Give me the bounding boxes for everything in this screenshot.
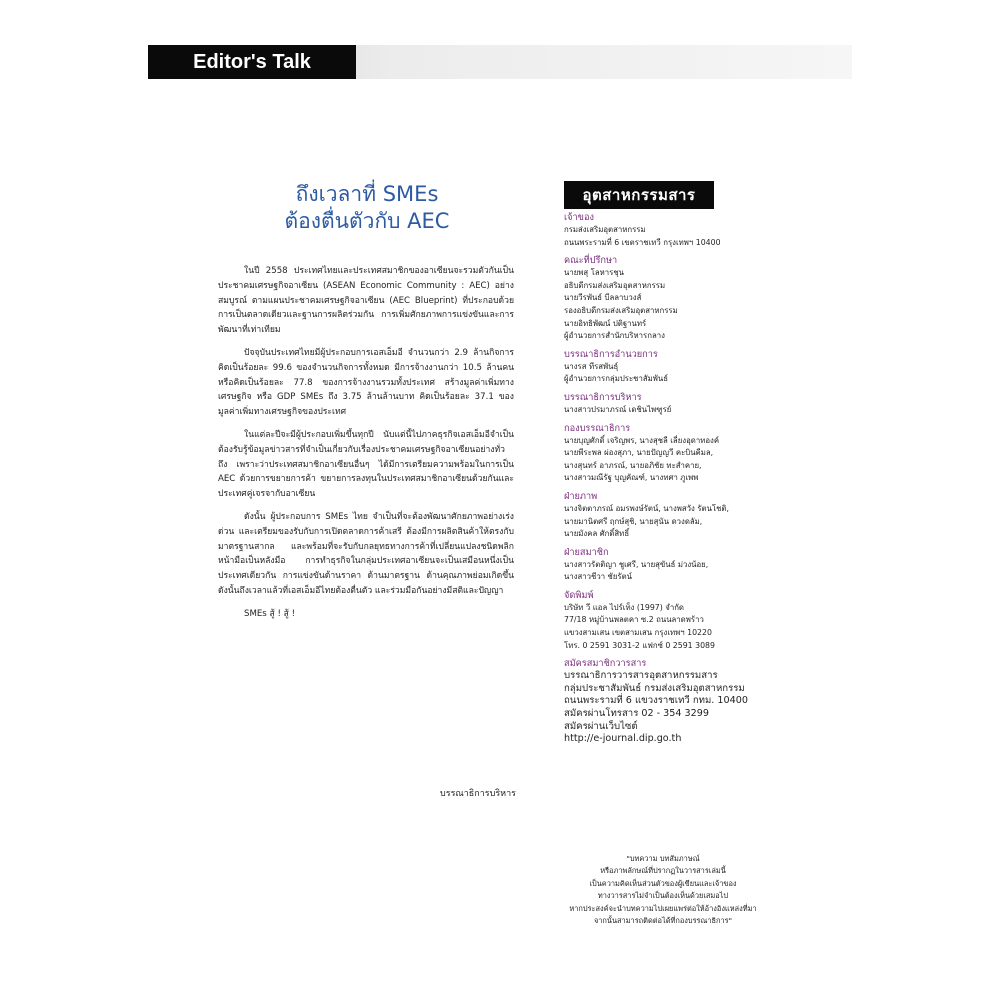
masthead-heading: ฝ่ายภาพ bbox=[564, 490, 598, 502]
masthead-line: http://e-journal.dip.go.th bbox=[564, 733, 682, 745]
article-paragraph: SMEs สู้ ! สู้ ! bbox=[244, 608, 296, 619]
masthead-line: โทร. 0 2591 3031-2 แฟกซ์ 0 2591 3089 bbox=[564, 640, 715, 650]
masthead-line: นางสุนทร์ อาภรณ์, นายอภิชัย ทะสำคาย, bbox=[564, 460, 702, 470]
masthead-line: บรรณาธิการวารสารอุตสาหกรรมสาร bbox=[564, 670, 718, 682]
masthead-line: นายบุญศักดิ์ เจริญพร, นางสุชลี เลี่ยงอุดาทองค์ bbox=[564, 435, 720, 445]
masthead-line: นางสาวปรมาภรณ์ เดชินไพฑูรย์ bbox=[564, 404, 672, 414]
masthead-line: ถนนพระรามที่ 6 แขวงราชเทวี กทม. 10400 bbox=[564, 695, 748, 707]
masthead bbox=[564, 212, 764, 746]
masthead-line: รองอธิบดีกรมส่งเสริมอุตสาหกรรม bbox=[564, 305, 678, 315]
masthead-line: บริษัท วี แอล ไปร์เท็ง (1997) จำกัด bbox=[564, 602, 684, 612]
article-signature: บรรณาธิการบริหาร bbox=[440, 789, 516, 799]
section-title: Editor's Talk bbox=[193, 51, 311, 73]
masthead-line: นายพสุ โลหารชุน bbox=[564, 268, 624, 278]
masthead-heading: บรรณาธิการบริหาร bbox=[564, 391, 642, 403]
masthead-line: นางสาวรัตติญา ชูเศรี, นายสุขันธ์ ม่วงน้อย, bbox=[564, 559, 709, 569]
headline-line-2: ต้องตื่นตัวกับ AEC bbox=[284, 209, 450, 233]
masthead-line: นางสาวมณีรัฐ บุญคัณฑ์, นางทศา ภูเพพ bbox=[564, 473, 699, 483]
masthead-line: นายวีรพันธ์ บีลลาบวงส์ bbox=[564, 293, 642, 303]
masthead-line: กลุ่มประชาสัมพันธ์ กรมส่งเสริมอุตสาหกรรม bbox=[564, 682, 745, 694]
masthead-heading: คณะที่ปรึกษา bbox=[564, 255, 618, 267]
disclaimer-note bbox=[548, 853, 778, 927]
masthead-heading: จัดพิมพ์ bbox=[564, 589, 594, 601]
masthead-line: แขวงสามเสน เขตสามเสน กรุงเทพฯ 10220 bbox=[564, 628, 712, 638]
article-body bbox=[218, 264, 514, 630]
disclaimer-line: "บทความ บทสัมภาษณ์ bbox=[626, 854, 700, 863]
masthead-line: นางรส ทีรสพันธุ์ bbox=[564, 361, 619, 371]
article-paragraph: ปัจจุบันประเทศไทยมีผู้ประกอบการเอสเอ็มอี จำนวนกว่า 2.9 ล้านกิจการ คิดเป็นร้อยละ 99.6 ของจำนวนกิจการทั้งหมด มีการจ้างงานกว่า 10.5 ล้านคน หรือคิดเป็นร้อยละ 77.8 ของการจ้างงานรวมทั้งประเทศ สร้างมูลค่าเพิ่มทางเศรษฐกิจ หรือ GDP SMEs ถึง 3.75 ล้านล้านบาท คิดเป็นร้อยละ 37.1 ของมูลค่าเพิ่มทางเศรษฐกิจของประเทศ bbox=[218, 347, 514, 418]
disclaimer-line: ทางวารสารไม่จำเป็นต้องเห็นด้วยเสมอไป bbox=[597, 891, 729, 901]
disclaimer-line: หากประสงค์จะนำบทความไปเผยแพร่ต่อให้อ้างอิงแหล่งที่มา bbox=[569, 903, 757, 913]
masthead-line: นายมังคล ศักดิ์สิทธิ์ bbox=[564, 529, 630, 539]
masthead-line: กรมส่งเสริมอุตสาหกรรม bbox=[564, 225, 646, 234]
masthead-line: ผู้อำนวยการสำนักบริหารกลาง bbox=[564, 331, 665, 341]
masthead-line: นางจิตตาภรณ์ อมรพงษ์รัตน์, นางพสวัง รัตนโชติ, bbox=[564, 503, 729, 513]
masthead-line: นางสาวชีวา ชัยรัตน์ bbox=[564, 572, 632, 582]
magazine-logo: อุตสาหกรรมสาร bbox=[564, 181, 714, 209]
masthead-line: ถนนพระรามที่ 6 เขตราชเทวี กรุงเทพฯ 10400 bbox=[564, 237, 721, 247]
masthead-line: อธิบดีกรมส่งเสริมอุตสาหกรรม bbox=[564, 280, 666, 290]
masthead-heading: สมัครสมาชิกวารสาร bbox=[564, 658, 647, 670]
headline-line-1: ถึงเวลาที่ SMEs bbox=[295, 182, 439, 206]
masthead-line: นายมานิตศรี ฤกษ์สุชิ, นายสุนัน ดวงดลัม, bbox=[564, 516, 703, 526]
masthead-line: นายอิทธิพัฒน์ ปติฐานทร์ bbox=[564, 318, 647, 328]
masthead-line: 77/18 หมู่บ้านพลตคา ซ.2 ถนนลาดพร้าว bbox=[564, 615, 704, 625]
masthead-line: นายพีระพล ผ่องสุภา, นายปัญญวี คะบินคีมล, bbox=[564, 448, 714, 458]
masthead-heading: ฝ่ายสมาชิก bbox=[564, 546, 609, 558]
masthead-heading: เจ้าของ bbox=[564, 212, 594, 223]
article-paragraph: ในปี 2558 ประเทศไทยและประเทศสมาชิกของอาเซียนจะรวมตัวกันเป็นประชาคมเศรษฐกิจอาเซียน (ASEAN Economic Community : AEC) อย่างสมบูรณ์ ตามแผนประชาคมเศรษฐกิจอาเซียน (AEC Blueprint) ที่ประกอบด้วย การเป็นตลาดเดียวและฐานการผลิตร่วมกัน การเพิ่มศักยภาพการแข่งขันและการพัฒนาที่เท่าเทียม bbox=[218, 266, 514, 336]
masthead-line: สมัครผ่านโทรสาร 02 - 354 3299 bbox=[564, 708, 709, 720]
masthead-line: ผู้อำนวยการกลุ่มประชาสัมพันธ์ bbox=[564, 374, 668, 384]
masthead-heading: กองบรรณาธิการ bbox=[564, 422, 631, 434]
disclaimer-line: จากนั้นสามารถติดต่อได้ที่กองบรรณาธิการ" bbox=[593, 916, 733, 926]
article-paragraph: ดังนั้น ผู้ประกอบการ SMEs ไทย จำเป็นที่จะต้องพัฒนาศักยภาพอย่างเร่งด่วน และเตรียมของรับกับการเปิดตลาดการค้าเสรี ต้องมีการผลิตสินค้าให้ตรงกับมาตรฐานสากล และพร้อมที่จะรับกับกลยุทธทางการค้าที่เปลี่ยนแปลงชนิดพลิกหน้ามือเป็นหลังมือ การทำธุรกิจในกลุ่มประเทศอาเซียนจะเป็นเสมือนหนึ่งเป็นประเทศเดียวกัน การแข่งขันด้านราคา ด้านมาตรฐาน ด้านคุณภาพย่อมเกิดขึ้น ดังนั้นถึงเวลาแล้วที่เอสเอ็มอีไทยต้องตื่นตัว และร่วมมือกันอย่างมีสติและปัญญา bbox=[218, 511, 514, 596]
disclaimer-line: หรือภาพลักษณ์ที่ปรากฏในวารสารเล่มนี้ bbox=[600, 866, 726, 876]
masthead-heading: บรรณาธิการอำนวยการ bbox=[564, 348, 658, 360]
masthead-line: สมัครผ่านเว็บไซต์ bbox=[564, 720, 638, 732]
article-paragraph: ในแต่ละปีจะมีผู้ประกอบเพิ่มขึ้นทุกปี นับแต่นี้ไปภาคธุรกิจเอสเอ็มอีจำเป็นต้องรับรู้ข้อมูลข่าวสารที่จำเป็นเกี่ยวกับเรื่องประชาคมเศรษฐกิจอาเซียนอย่างทั่วถึง เพราะว่าประเทศสมาชิกอาเซียนอื่นๆ ได้มีการเตรียมความพร้อมในการเป็น AEC ด้วยการขยายการค้า ขยายการลงทุนในประเทศสมาชิกอาเซียนด้วยกันและประเทศคู่เจรจากับอาเซียน bbox=[218, 429, 514, 500]
disclaimer-line: เป็นความคิดเห็นส่วนตัวของผู้เขียนและเจ้าของ bbox=[589, 878, 737, 888]
